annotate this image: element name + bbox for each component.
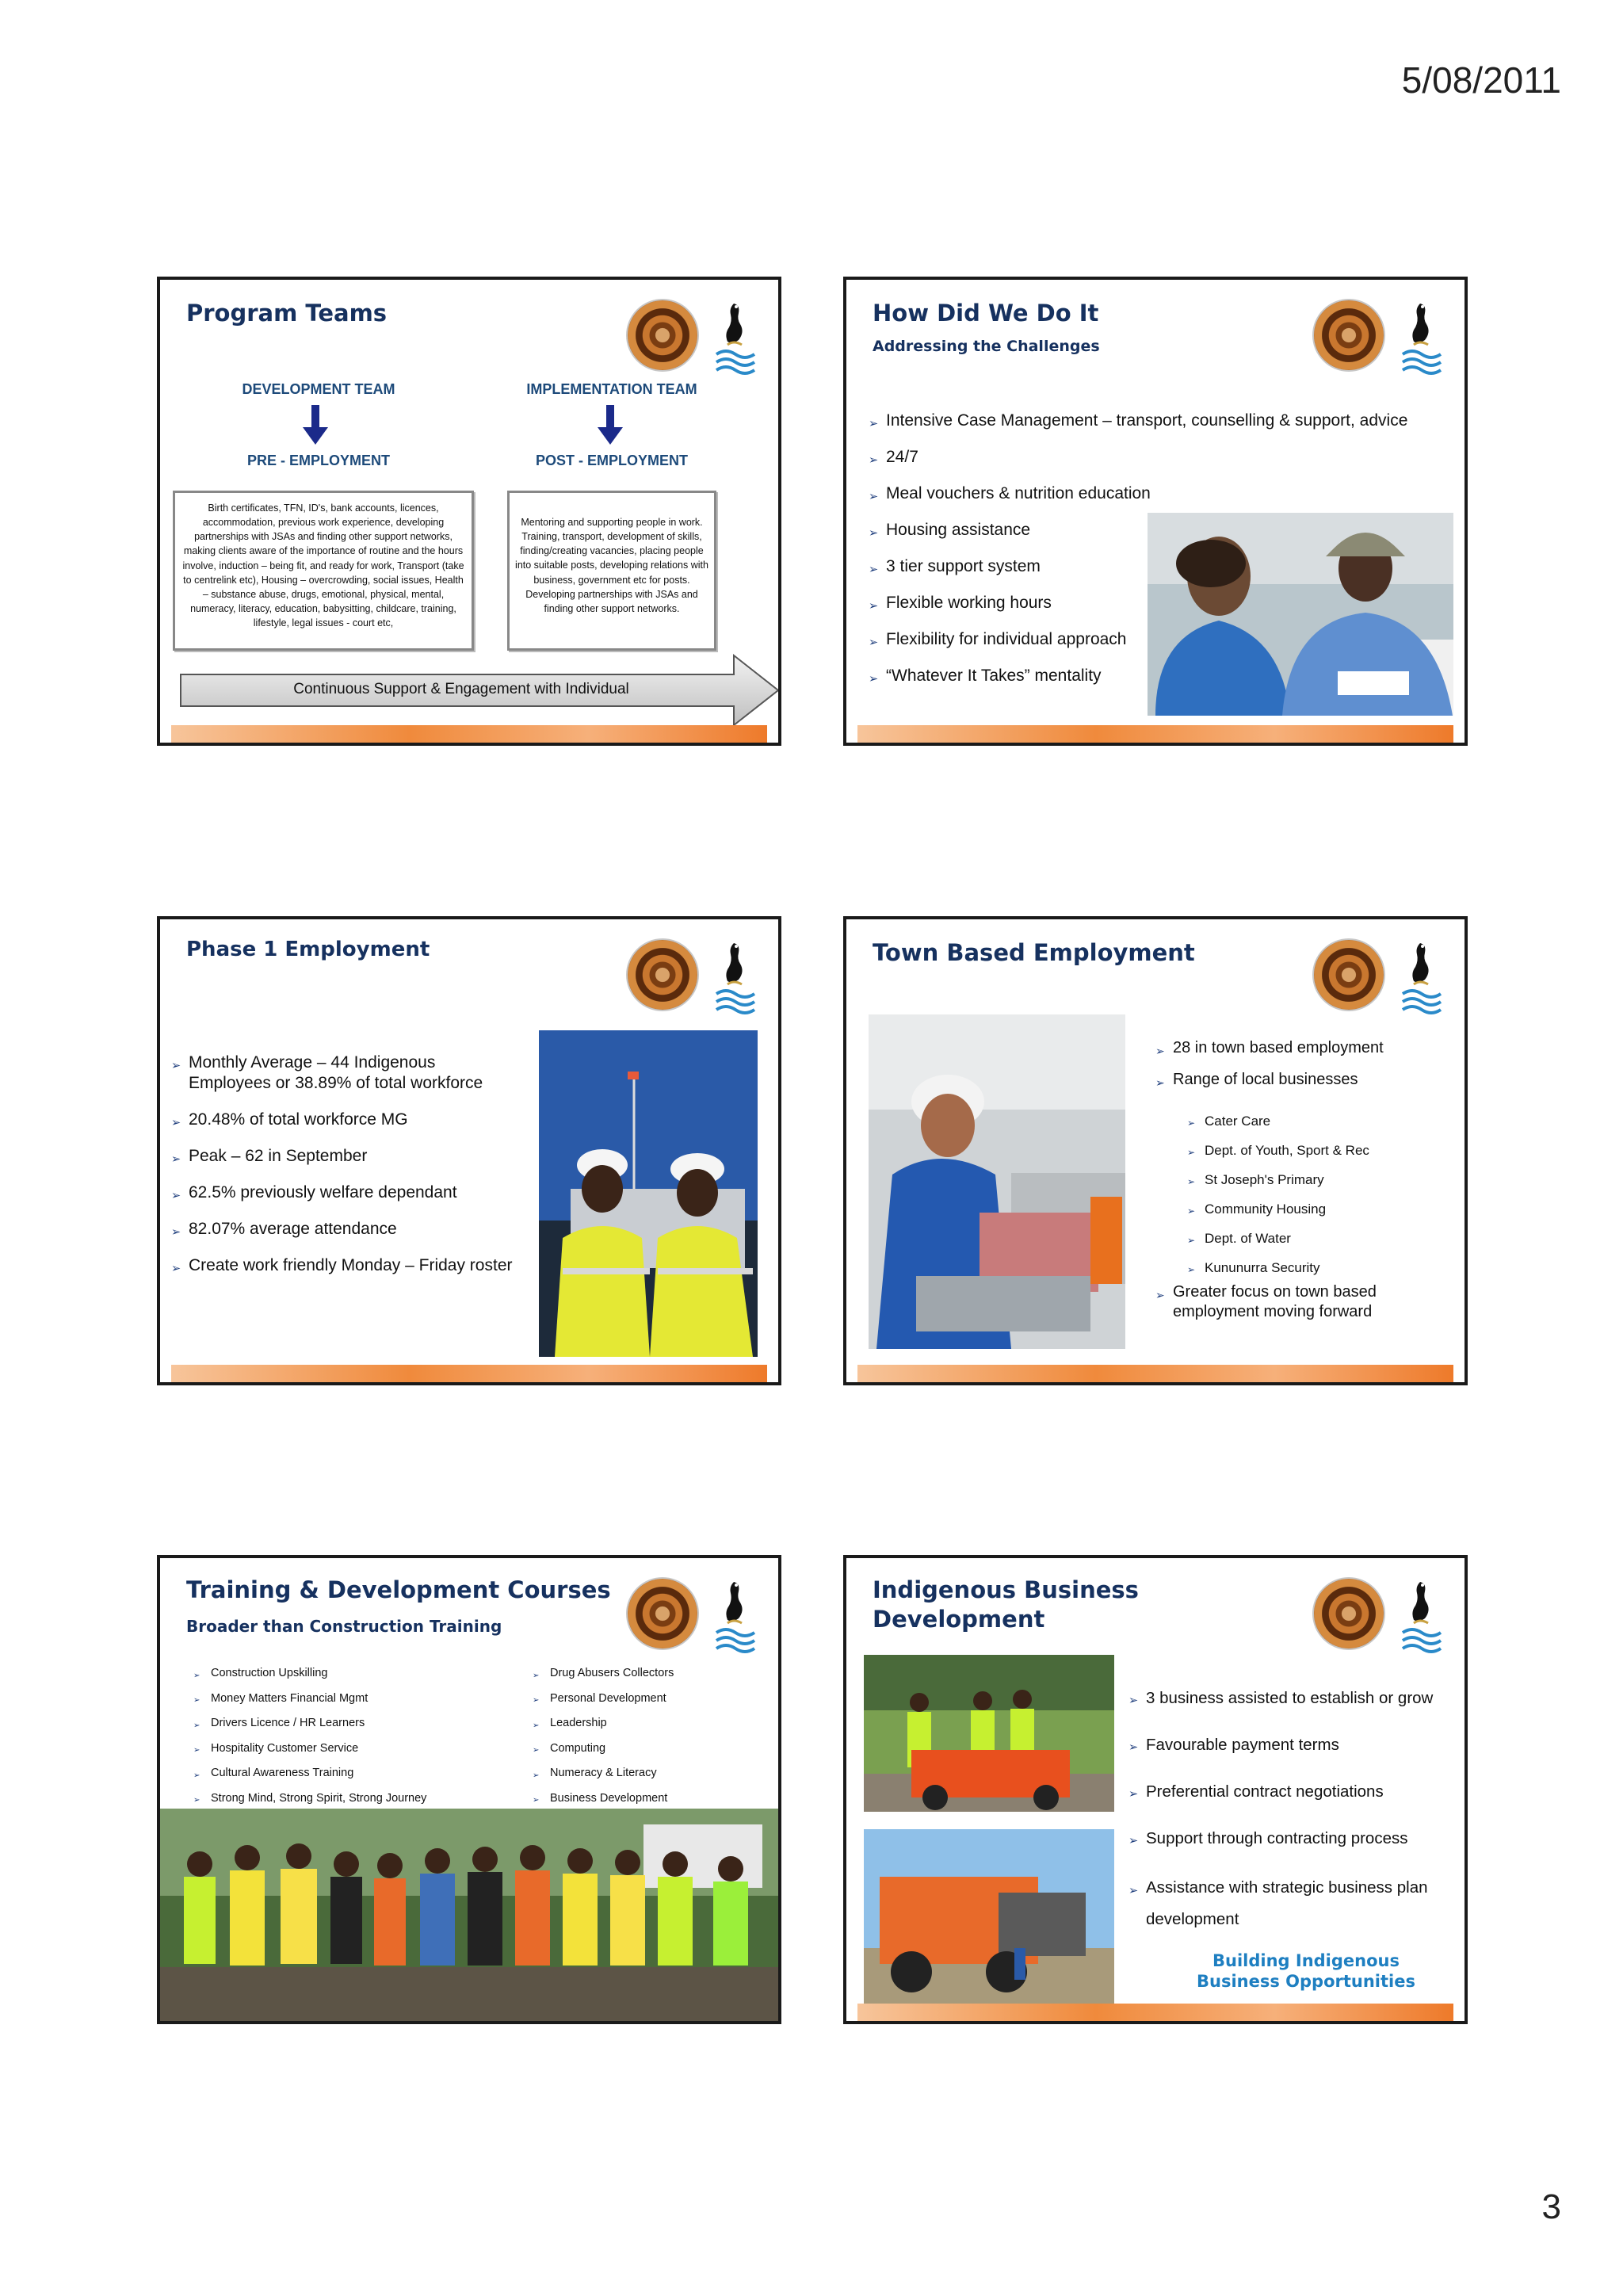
- courses-list-col2: [533, 1661, 770, 1811]
- tagline-line2: Business Opportunities: [1197, 1972, 1415, 1992]
- list-item: ➢ 20.48% of total workforce MG: [171, 1110, 520, 1130]
- town-employment-list: [1155, 1038, 1465, 1098]
- slide-subtitle: Broader than Construction Training: [186, 1617, 502, 1636]
- list-item: ➢ Flexibility for individual approach: [869, 621, 1455, 658]
- implementation-team-label: IMPLEMENTATION TEAM: [526, 381, 697, 397]
- slide-title: Training & Development Courses: [186, 1576, 611, 1603]
- dot-art-logo-icon: [1314, 1579, 1384, 1648]
- logos: [628, 935, 762, 1024]
- development-team-label: DEVELOPMENT TEAM: [242, 381, 395, 397]
- footer-bar: [857, 1365, 1453, 1382]
- page-number: 3: [1541, 2187, 1561, 2226]
- slide-title: Phase 1 Employment: [186, 938, 430, 961]
- bird-water-logo-icon: [1396, 1577, 1447, 1656]
- list-item: ➢ Strong Mind, Strong Spirit, Strong Journey: [193, 1786, 526, 1812]
- logos: [1314, 296, 1449, 384]
- dot-art-logo-icon: [628, 940, 697, 1010]
- slide-training-courses: [157, 1555, 781, 2024]
- list-item: ➢ 24/7: [869, 439, 1455, 476]
- down-arrow-icon: [303, 405, 328, 446]
- case-workers-photo: [1148, 513, 1453, 716]
- post-employment-box: Mentoring and supporting people in work. Training, transport, development of skills, finding/creating vacancies, placing people into suitable posts, developing relations with business, government etc for posts. Developing partnerships with JSAs and finding other support networks.: [507, 491, 716, 651]
- list-item: ➢ Hospitality Customer Service: [193, 1736, 526, 1762]
- logos: [1314, 935, 1449, 1024]
- list-item: ➢ Computing: [533, 1736, 770, 1762]
- footer-bar: [857, 2004, 1453, 2021]
- slide-title-line1: Indigenous Business: [873, 1576, 1139, 1603]
- slide-subtitle: Addressing the Challenges: [873, 338, 1100, 355]
- logos: [628, 1574, 762, 1663]
- bird-water-logo-icon: [710, 938, 761, 1018]
- list-item: ➢ Favourable payment terms: [1128, 1732, 1461, 1758]
- bird-water-logo-icon: [1396, 299, 1447, 378]
- list-item: ➢ Greater focus on town based employment moving forward: [1155, 1282, 1425, 1322]
- list-item: ➢ Community Housing: [1187, 1194, 1465, 1224]
- list-item: ➢ Housing assistance: [869, 512, 1455, 548]
- footer-bar: [857, 725, 1453, 743]
- kitchen-worker-photo: [869, 1014, 1125, 1349]
- truck-business-photo: [864, 1829, 1114, 2005]
- list-item: ➢ Flexible working hours: [869, 585, 1455, 621]
- list-item: ➢ Create work friendly Monday – Friday roster: [171, 1255, 520, 1276]
- list-item: ➢ Cultural Awareness Training: [193, 1761, 526, 1786]
- list-item: ➢ Cater Care: [1187, 1106, 1465, 1136]
- mine-workers-photo: [539, 1030, 758, 1357]
- dot-art-logo-icon: [628, 300, 697, 370]
- list-item: ➢ Construction Upskilling: [193, 1661, 526, 1687]
- slide-phase1-employment: [157, 916, 781, 1385]
- trainees-group-photo: [160, 1809, 778, 2024]
- continuous-support-label: Continuous Support & Engagement with Individual: [293, 681, 629, 697]
- pre-employment-box: Birth certificates, TFN, ID's, bank accounts, licences, accommodation, previous work experience, developing partnerships with JSAs and finding other support networks, making clients aware of the importance of routine and the hours involve, induction – being fit, and ready for work, Transport (take to centrelink etc), Housing – overcrowding, social issues, Health – substance abuse, drugs, emotional, physical, mental, numeracy, literacy, education, babysitting, childcare, training, lifestyle, legal issues - court etc,: [173, 491, 474, 651]
- list-item: ➢ Numeracy & Literacy: [533, 1761, 770, 1786]
- list-item: ➢ Support through contracting process: [1128, 1825, 1461, 1851]
- mower-business-photo: [864, 1655, 1114, 1812]
- slide-title: How Did We Do It: [873, 300, 1099, 327]
- logos: [1314, 1574, 1449, 1663]
- list-item: ➢ Monthly Average – 44 Indigenous Employees or 38.89% of total workforce: [171, 1052, 520, 1094]
- bird-water-logo-icon: [710, 299, 761, 378]
- slide-title: Town Based Employment: [873, 939, 1195, 966]
- dot-art-logo-icon: [628, 1579, 697, 1648]
- courses-list-col1: [193, 1661, 526, 1811]
- list-item: ➢ 82.07% average attendance: [171, 1219, 520, 1240]
- bird-water-logo-icon: [1396, 938, 1447, 1018]
- phase1-stats-list: [171, 1052, 520, 1276]
- list-item: ➢ 28 in town based employment: [1155, 1038, 1465, 1057]
- local-businesses-list: [1187, 1106, 1465, 1282]
- list-item: ➢ Leadership: [533, 1711, 770, 1736]
- page-date: 5/08/2011: [1401, 59, 1561, 101]
- slide-indigenous-business: [843, 1555, 1468, 2024]
- list-item: ➢ Range of local businesses: [1155, 1070, 1465, 1089]
- list-item: ➢ Drivers Licence / HR Learners: [193, 1711, 526, 1736]
- list-item: ➢ Kununurra Security: [1187, 1253, 1465, 1282]
- footer-bar: [171, 1365, 767, 1382]
- bird-water-logo-icon: [710, 1577, 761, 1656]
- list-item: ➢ 62.5% previously welfare dependant: [171, 1182, 520, 1203]
- dot-art-logo-icon: [1314, 300, 1384, 370]
- post-employment-label: POST - EMPLOYMENT: [535, 453, 688, 468]
- town-employment-list-end: [1155, 1282, 1425, 1322]
- list-item: ➢ Assistance with strategic business plan development: [1128, 1872, 1461, 1935]
- list-item: ➢ Meal vouchers & nutrition education: [869, 476, 1455, 512]
- list-item: ➢ 3 business assisted to establish or grow: [1128, 1685, 1461, 1711]
- business-support-list: [1128, 1685, 1461, 1935]
- pre-employment-label: PRE - EMPLOYMENT: [246, 453, 390, 468]
- slide-town-based-employment: [843, 916, 1468, 1385]
- slide-how-did-we-do-it: [843, 277, 1468, 746]
- list-item: ➢ Personal Development: [533, 1687, 770, 1712]
- list-item: ➢ Drug Abusers Collectors: [533, 1661, 770, 1687]
- list-item: ➢ “Whatever It Takes” mentality: [869, 658, 1455, 694]
- list-item: ➢ Money Matters Financial Mgmt: [193, 1687, 526, 1712]
- tagline: [1179, 1950, 1433, 1992]
- footer-bar: [171, 725, 767, 743]
- list-item: ➢ 3 tier support system: [869, 548, 1455, 585]
- dot-art-logo-icon: [1314, 940, 1384, 1010]
- slide-program-teams: [157, 277, 781, 746]
- down-arrow-icon: [598, 405, 623, 446]
- slide-title-line2: Development: [873, 1606, 1045, 1633]
- tagline-line1: Building Indigenous: [1212, 1951, 1400, 1970]
- list-item: ➢ Intensive Case Management – transport, counselling & support, advice: [869, 403, 1455, 439]
- list-item: ➢ St Joseph's Primary: [1187, 1165, 1465, 1194]
- slide-title: Program Teams: [186, 300, 388, 327]
- list-item: ➢ Preferential contract negotiations: [1128, 1778, 1461, 1805]
- logos: [628, 296, 762, 384]
- list-item: ➢ Peak – 62 in September: [171, 1146, 520, 1167]
- list-item: ➢ Business Development: [533, 1786, 770, 1812]
- list-item: ➢ Dept. of Youth, Sport & Rec: [1187, 1136, 1465, 1165]
- list-item: ➢ Dept. of Water: [1187, 1224, 1465, 1253]
